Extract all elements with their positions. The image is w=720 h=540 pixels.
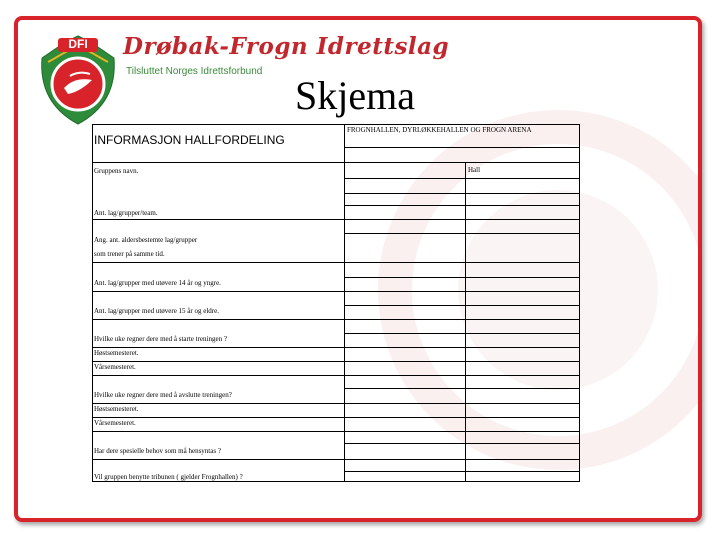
row-line [93, 403, 579, 404]
field-age-groups-cont: som trener på samme tid. [94, 250, 165, 258]
field-end-autumn: Høstsemesteret. [94, 405, 139, 413]
form-header-right: FROGNHALLEN, DYRLØKKEHALLEN OG FROGN ARENA [347, 126, 532, 134]
field-start-spring: Vårsemesteret. [94, 363, 136, 371]
field-start-autumn: Høstsemesteret. [94, 349, 139, 357]
club-subtitle: Tilsluttet Norges Idrettsforbund [126, 66, 263, 77]
row-line [345, 205, 579, 206]
row-line [345, 193, 579, 194]
row-line [93, 291, 579, 292]
row-line [93, 361, 579, 362]
row-line [93, 431, 579, 432]
row-line [345, 305, 579, 306]
field-team-count: Ant. lag/grupper/team. [94, 209, 158, 217]
field-end-week: Hvilke uke regner dere med å avslutte treningen? [94, 391, 232, 399]
row-line [93, 162, 579, 163]
row-line [345, 233, 579, 234]
field-tribune: Vil gruppen benytte tribunen ( gjelder Frognhallen) ? [94, 473, 243, 481]
form-header-left: INFORMASJON HALLFORDELING [94, 133, 285, 147]
row-line [345, 388, 579, 389]
field-group-name: Gruppens navn. [94, 167, 139, 175]
page-title: Skjema [295, 73, 415, 118]
field-start-week: Hvilke uke regner dere med å starte treningen ? [94, 335, 227, 343]
row-line [93, 459, 579, 460]
row-line [93, 262, 579, 263]
hall-label: Hall [468, 166, 481, 174]
club-name: Drøbak-Frogn Idrettslag [123, 33, 450, 60]
row-line [345, 178, 579, 179]
row-line [93, 347, 579, 348]
field-end-spring: Vårsemesteret. [94, 419, 136, 427]
field-age-groups: Ang. ant. aldersbestemte lag/grupper [94, 236, 198, 244]
row-line [93, 375, 579, 376]
row-line [93, 219, 579, 220]
row-line [345, 443, 579, 444]
row-line [345, 333, 579, 334]
column-divider-2 [465, 162, 466, 481]
row-line [345, 471, 579, 472]
row-line [93, 417, 579, 418]
row-line [345, 277, 579, 278]
field-special-needs: Har dere spesielle behov som må hensyntas ? [94, 447, 221, 455]
row-line [93, 319, 579, 320]
row-line [345, 147, 579, 148]
field-under-14: Ant. lag/grupper med utøvere 14 år og yngre. [94, 279, 221, 287]
field-over-15: Ant. lag/grupper med utøvere 15 år og eldre. [94, 307, 219, 315]
form-table [92, 124, 580, 482]
logo-badge-text: DFI [68, 37, 88, 51]
